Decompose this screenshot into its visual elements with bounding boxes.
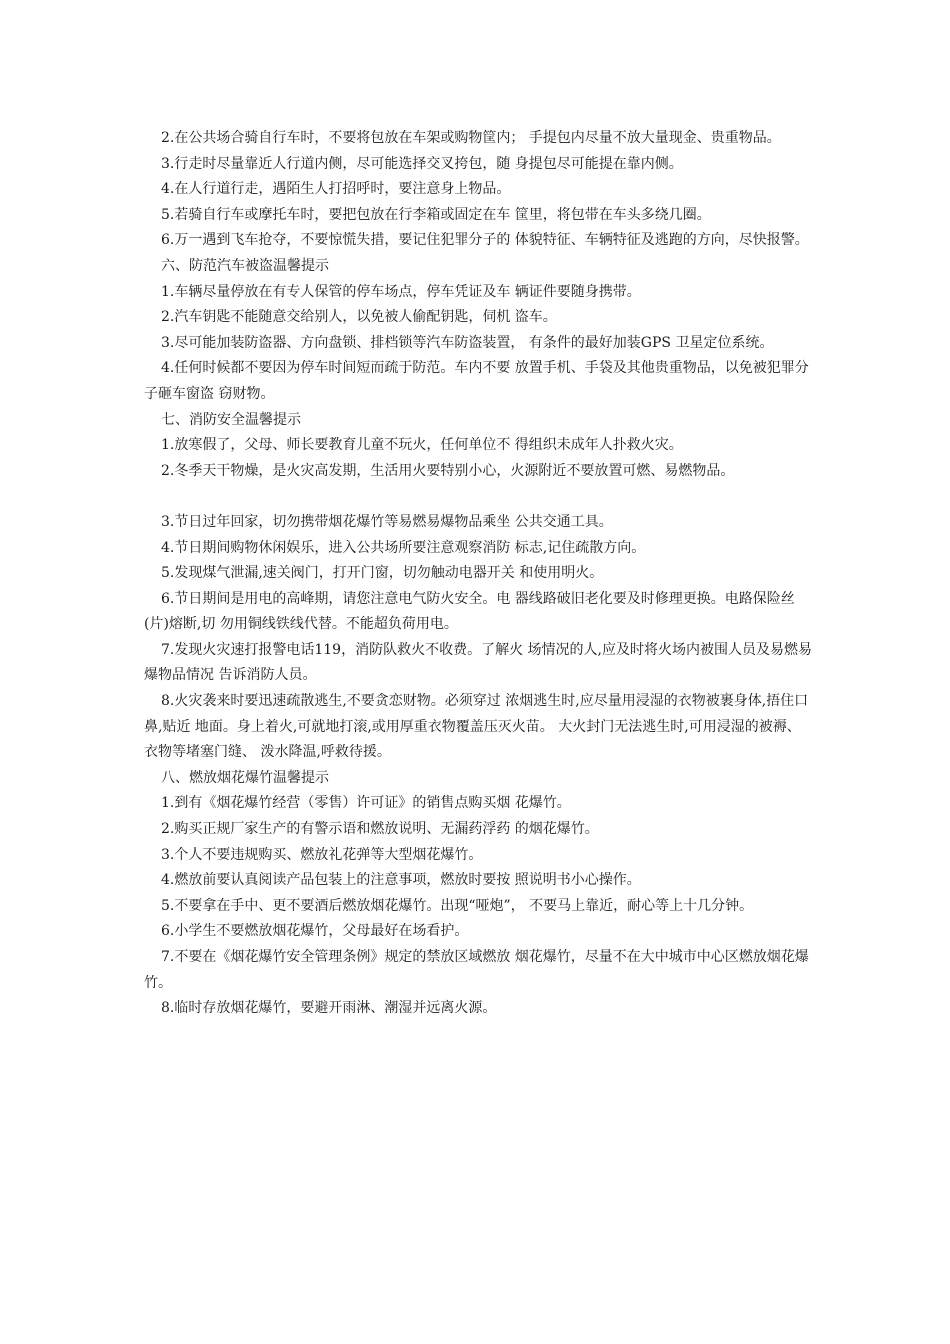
- list-item: 4.节日期间购物休闲娱乐，进入公共场所要注意观察消防 标志,记住疏散方向。: [161, 539, 646, 556]
- list-item: 8.临时存放烟花爆竹，要避开雨淋、潮湿并远离火源。: [161, 1000, 497, 1017]
- document-body: [144, 126, 814, 1022]
- list-item: 3.尽可能加装防盗器、方向盘锁、排档锁等汽车防盗装置， 有条件的最好加装GPS 卫星定位系统。: [161, 334, 774, 351]
- list-item: 6.万一遇到飞车抢夺，不要惊慌失措，要记住犯罪分子的 体貌特征、车辆特征及逃跑的方向，尽快报警。: [161, 232, 809, 249]
- list-item: 5.不要拿在手中、更不要酒后燃放烟花爆竹。出现“哑炮”， 不要马上靠近，耐心等上十几分钟。: [161, 897, 754, 914]
- section-heading: 七、消防安全温馨提示: [161, 411, 301, 428]
- list-item: 1.放寒假了，父母、师长要教育儿童不玩火，任何单位不 得组织未成年人扑救火灾。: [161, 437, 683, 454]
- list-item: 4.任何时候都不要因为停车时间短而疏于防范。车内不要 放置手机、手袋及其他贵重物品，以免被犯罪分子砸车窗盗 窃财物。: [144, 360, 809, 402]
- list-item: 8.火灾袭来时要迅速疏散逃生,不要贪恋财物。必须穿过 浓烟逃生时,应尽量用浸湿的衣物被裹身体,捂住口鼻,贴近 地面。身上着火,可就地打滚,或用厚重衣物覆盖压灭火苗。 大火封门无法逃生时,可用浸湿的被褥、衣物等堵塞门缝、 泼水降温,呼救待援。: [144, 693, 809, 761]
- list-item: 1.车辆尽量停放在有专人保管的停车场点，停车凭证及车 辆证件要随身携带。: [161, 283, 641, 300]
- list-item: 1.到有《烟花爆竹经营（零售）许可证》的销售点购买烟 花爆竹。: [161, 795, 571, 812]
- list-item: 5.发现煤气泄漏,速关阀门，打开门窗，切勿触动电器开关 和使用明火。: [161, 565, 604, 582]
- list-item: 2.在公共场合骑自行车时，不要将包放在车架或购物筐内； 手提包内尽量不放大量现金、贵重物品。: [161, 130, 781, 146]
- list-item: 2.冬季天干物燥，是火灾高发期，生活用火要特别小心，火源附近不要放置可燃、易燃物品。: [161, 462, 735, 479]
- list-item: 6.节日期间是用电的高峰期，请您注意电气防火安全。电 器线路破旧老化要及时修理更换。电路保险丝(片)熔断,切 勿用铜线铁线代替。不能超负荷用电。: [144, 590, 795, 633]
- list-item: 4.在人行道行走，遇陌生人打招呼时，要注意身上物品。: [161, 181, 511, 198]
- section-heading: 八、燃放烟花爆竹温馨提示: [161, 769, 329, 786]
- list-item: 2.汽车钥匙不能随意交给别人，以免被人偷配钥匙，伺机 盗车。: [161, 309, 557, 326]
- list-item: 5.若骑自行车或摩托车时，要把包放在行李箱或固定在车 筐里，将包带在车头多绕几圈。: [161, 206, 711, 223]
- list-item: 7.发现火灾速打报警电话119，消防队救火不收费。了解火 场情况的人,应及时将火场内被围人员及易燃易爆物品情况 告诉消防人员。: [144, 641, 812, 684]
- list-item: 3.行走时尽量靠近人行道内侧，尽可能选择交叉挎包，随 身提包尽可能提在靠内侧。: [161, 155, 683, 172]
- list-item: 3.节日过年回家，切勿携带烟花爆竹等易燃易爆物品乘坐 公共交通工具。: [161, 513, 613, 530]
- section-heading: 六、防范汽车被盗温馨提示: [161, 257, 329, 274]
- list-item: 2.购买正规厂家生产的有警示语和燃放说明、无漏药浮药 的烟花爆竹。: [161, 821, 599, 838]
- list-item: 3.个人不要违规购买、燃放礼花弹等大型烟花爆竹。: [161, 846, 483, 863]
- list-item: 4.燃放前要认真阅读产品包装上的注意事项，燃放时要按 照说明书小心操作。: [161, 872, 641, 889]
- list-item: 7.不要在《烟花爆竹安全管理条例》规定的禁放区域燃放 烟花爆竹，尽量不在大中城市中心区燃放烟花爆竹。: [144, 949, 809, 991]
- list-item: 6.小学生不要燃放烟花爆竹，父母最好在场看护。: [161, 923, 469, 940]
